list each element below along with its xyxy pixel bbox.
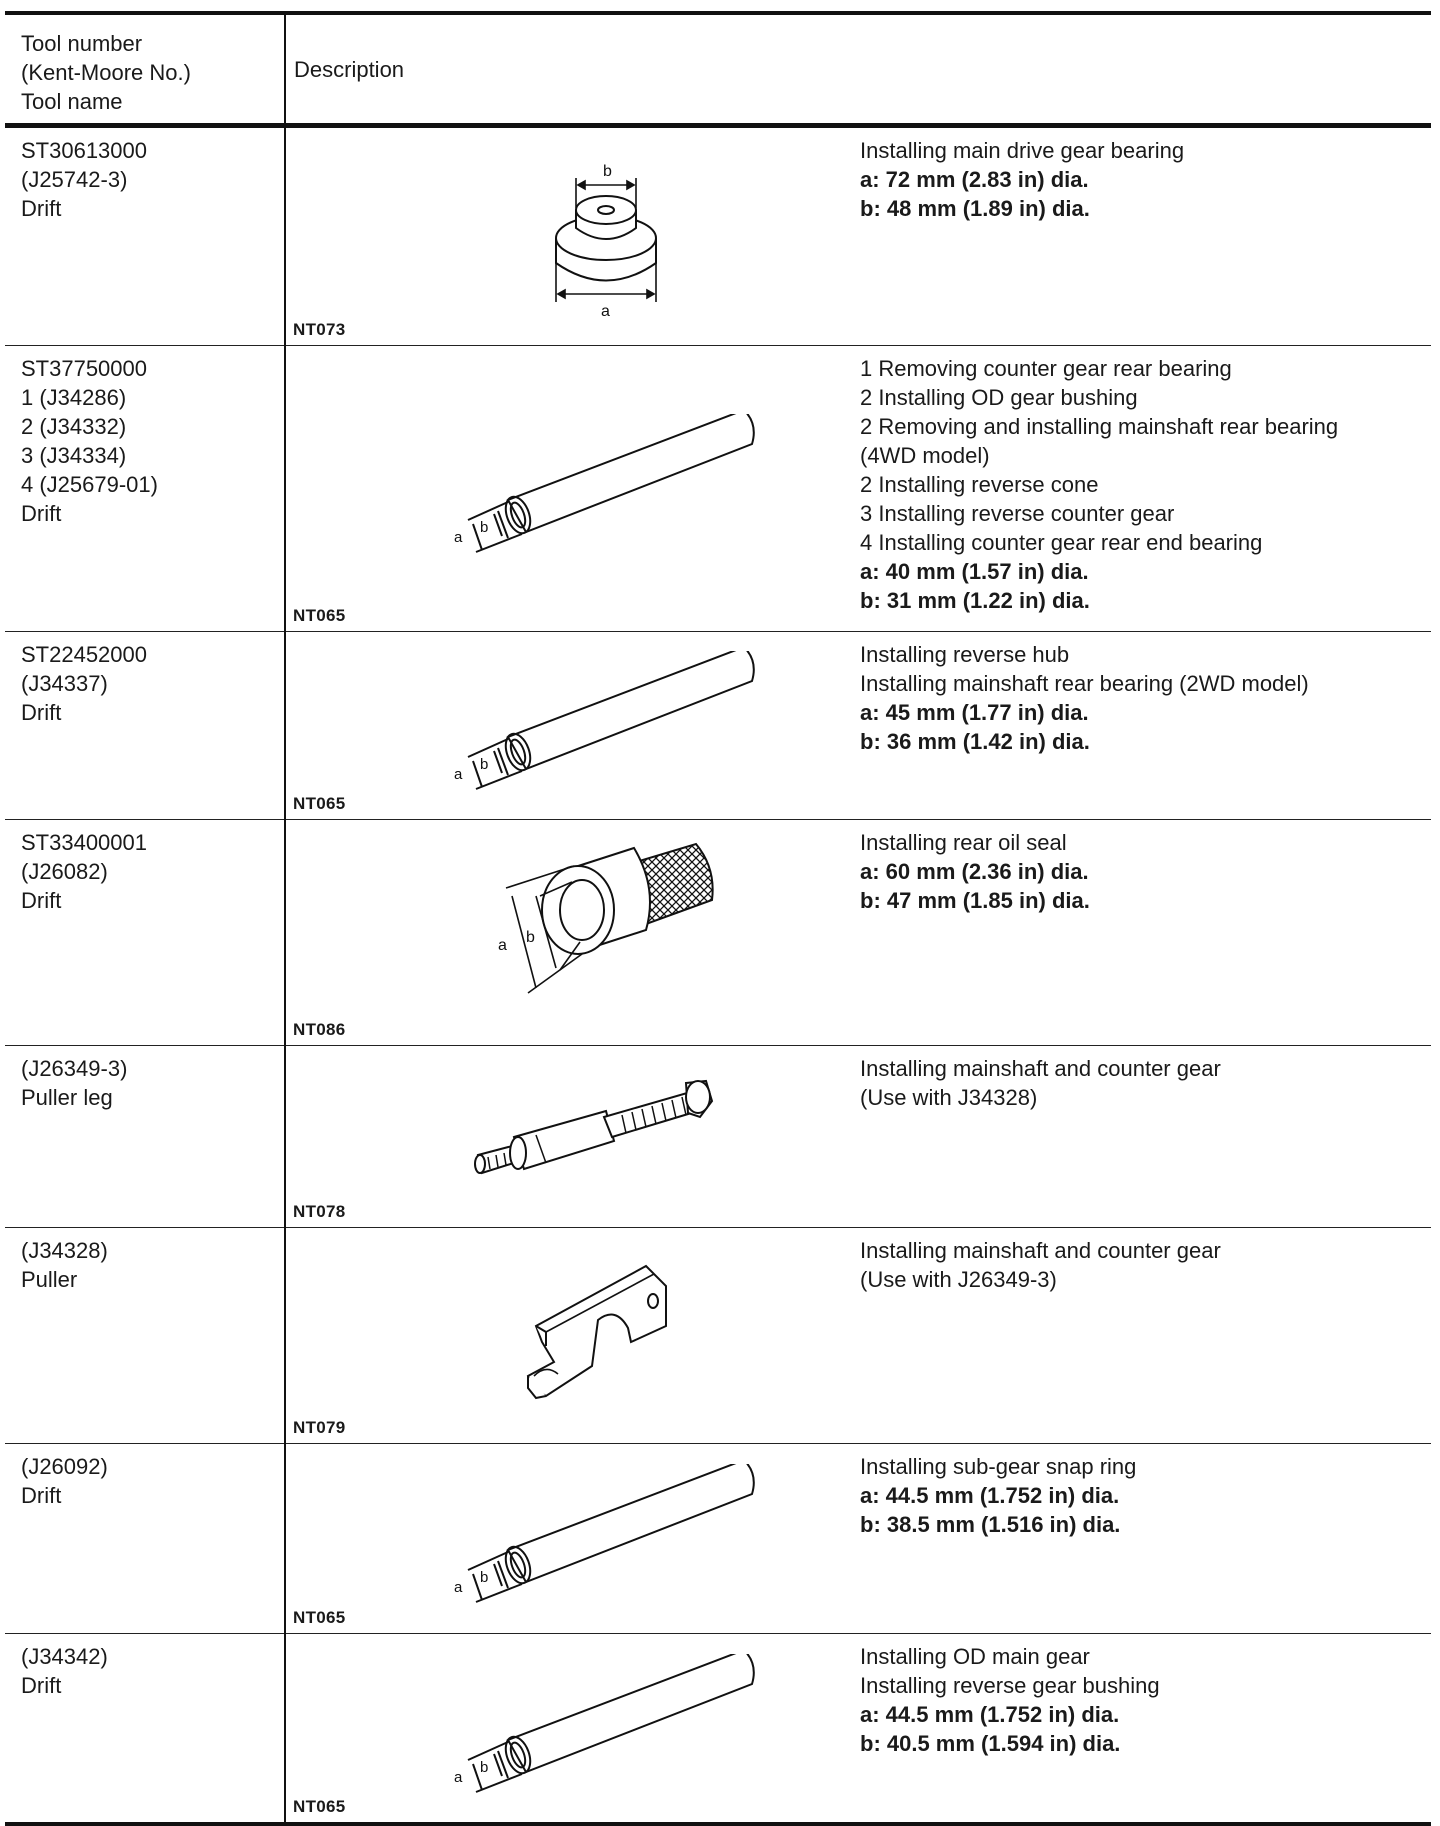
description-text	[860, 1452, 1136, 1539]
figure-code: NT065	[293, 1796, 346, 1816]
description-line: 2 Removing and installing mainshaft rear bearing	[860, 414, 1339, 439]
description-line: 2 Installing reverse cone	[860, 472, 1099, 497]
svg-text:b: b	[526, 929, 535, 946]
table-header	[5, 13, 1431, 126]
tool-number-line: 2 (J34332)	[21, 414, 127, 439]
description-line: Installing rear oil seal	[860, 830, 1067, 855]
tool-number-text	[5, 1444, 284, 1510]
description-line: (4WD model)	[860, 443, 990, 468]
figure-code: NT086	[293, 1020, 346, 1039]
tool-number-line: (J34342)	[21, 1644, 108, 1669]
description-line: 2 Installing OD gear bushing	[860, 385, 1138, 410]
dimension-line: a: 45 mm (1.77 in) dia.	[860, 700, 1089, 725]
dimension-line: b: 38.5 mm (1.516 in) dia.	[860, 1512, 1121, 1537]
tool-number-cell	[5, 1634, 285, 1824]
tool-number-line: 1 (J34286)	[21, 385, 127, 410]
dimension-line: a: 44.5 mm (1.752 in) dia.	[860, 1702, 1120, 1727]
header-description-label: Description	[294, 57, 405, 82]
svg-text:b: b	[480, 756, 489, 773]
dimension-line: b: 36 mm (1.42 in) dia.	[860, 729, 1090, 754]
description-line: 1 Removing counter gear rear bearing	[860, 356, 1232, 381]
tool-number-line: (J26349-3)	[21, 1056, 128, 1081]
tool-number-line: Drift	[21, 196, 62, 221]
dimension-line: a: 44.5 mm (1.752 in) dia.	[860, 1483, 1120, 1508]
header-tool-label: Tool number (Kent-Moore No.) Tool name	[21, 31, 191, 114]
svg-text:a: a	[454, 1769, 463, 1786]
description-cell	[285, 820, 1431, 1046]
tool-number-line: (J26082)	[21, 859, 108, 884]
description-cell	[285, 632, 1431, 820]
dimension-line: a: 60 mm (2.36 in) dia.	[860, 859, 1089, 884]
description-text	[860, 1642, 1160, 1758]
tool-number-text	[5, 1634, 284, 1700]
description-line: Installing main drive gear bearing	[860, 138, 1185, 163]
tool-number-line: (J34337)	[21, 671, 108, 696]
description-cell	[285, 1228, 1431, 1444]
description-line: (Use with J26349-3)	[860, 1267, 1057, 1292]
tool-number-text	[5, 820, 284, 915]
description-line: Installing mainshaft and counter gear	[860, 1056, 1221, 1081]
description-text	[860, 640, 1309, 756]
tool-number-cell	[5, 1228, 285, 1444]
puller-leg-icon	[466, 1077, 746, 1202]
tool-number-cell	[5, 820, 285, 1046]
svg-text:b: b	[480, 1569, 489, 1586]
description-text	[860, 136, 1184, 223]
tool-number-line: Drift	[21, 1673, 62, 1698]
svg-text:a: a	[601, 303, 610, 318]
dimension-line: b: 48 mm (1.89 in) dia.	[860, 196, 1090, 221]
dimension-line: b: 40.5 mm (1.594 in) dia.	[860, 1731, 1121, 1756]
svg-text:a: a	[454, 766, 463, 783]
description-text	[860, 828, 1090, 915]
tube-drift-icon	[446, 1464, 766, 1619]
dimension-line: a: 40 mm (1.57 in) dia.	[860, 559, 1089, 584]
figure-code: NT078	[293, 1202, 346, 1221]
tool-number-line: Drift	[21, 700, 62, 725]
description-text	[860, 1236, 1221, 1294]
table-row	[5, 346, 1431, 632]
tool-number-line: 4 (J25679-01)	[21, 472, 158, 497]
table-row	[5, 1634, 1431, 1824]
svg-text:b: b	[480, 1759, 489, 1776]
tool-number-cell	[5, 346, 285, 632]
description-line: Installing reverse hub	[860, 642, 1070, 667]
table-row	[5, 1444, 1431, 1634]
seal-drift-icon	[476, 838, 736, 1033]
description-line: Installing sub-gear snap ring	[860, 1454, 1137, 1479]
table-row	[5, 820, 1431, 1046]
table-row	[5, 632, 1431, 820]
table-row	[5, 1228, 1431, 1444]
description-line: 3 Installing reverse counter gear	[860, 501, 1175, 526]
tool-number-line: ST33400001	[21, 830, 147, 855]
tool-number-text	[5, 632, 284, 727]
description-cell	[285, 1634, 1431, 1824]
header-description-cell	[285, 13, 1431, 126]
description-line: Installing OD main gear	[860, 1644, 1090, 1669]
tool-number-line: Puller	[21, 1267, 78, 1292]
tool-number-cell	[5, 1046, 285, 1228]
tool-number-line: ST22452000	[21, 642, 147, 667]
description-line: 4 Installing counter gear rear end bearing	[860, 530, 1263, 555]
description-cell	[285, 1444, 1431, 1634]
tool-number-text	[5, 346, 284, 528]
description-line: Installing reverse gear bushing	[860, 1673, 1160, 1698]
tool-number-text	[5, 1046, 284, 1112]
figure-code: NT079	[293, 1418, 346, 1437]
special-tools-table	[5, 11, 1431, 1826]
tube-drift-icon	[446, 651, 766, 806]
description-text	[860, 1054, 1221, 1112]
figure-code: NT065	[293, 794, 346, 813]
figure-code: NT065	[293, 1608, 346, 1627]
header-tool-cell	[5, 13, 285, 126]
tool-number-cell	[5, 1444, 285, 1634]
table-row	[5, 1046, 1431, 1228]
tool-number-line: (J26092)	[21, 1454, 108, 1479]
bearing-drift-icon	[506, 158, 706, 323]
tool-number-line: Drift	[21, 1483, 62, 1508]
svg-text:b: b	[603, 163, 612, 180]
description-line: (Use with J34328)	[860, 1085, 1038, 1110]
dimension-line: b: 47 mm (1.85 in) dia.	[860, 888, 1090, 913]
tool-number-text	[5, 128, 284, 223]
puller-icon	[506, 1256, 706, 1421]
tool-number-line: ST30613000	[21, 138, 147, 163]
tool-number-text	[5, 1228, 284, 1294]
tool-number-line: Puller leg	[21, 1085, 113, 1110]
description-cell	[285, 1046, 1431, 1228]
tool-number-cell	[5, 126, 285, 346]
tool-number-line: (J34328)	[21, 1238, 108, 1263]
description-line: Installing mainshaft and counter gear	[860, 1238, 1221, 1263]
description-cell	[285, 346, 1431, 632]
description-cell	[285, 126, 1431, 346]
tube-drift-icon	[446, 414, 766, 569]
tool-number-line: Drift	[21, 501, 62, 526]
svg-text:b: b	[480, 519, 489, 536]
tube-drift-icon	[446, 1654, 766, 1809]
svg-text:a: a	[454, 1579, 463, 1596]
svg-text:a: a	[498, 937, 507, 954]
dimension-line: b: 31 mm (1.22 in) dia.	[860, 588, 1090, 613]
svg-text:a: a	[454, 529, 463, 546]
description-text	[860, 354, 1338, 615]
description-line: Installing mainshaft rear bearing (2WD model)	[860, 671, 1309, 696]
tool-number-line: Drift	[21, 888, 62, 913]
tool-number-line: (J25742-3)	[21, 167, 128, 192]
figure-code: NT073	[293, 320, 346, 339]
tool-number-line: 3 (J34334)	[21, 443, 127, 468]
special-tools-sheet	[5, 11, 1431, 1826]
tool-number-cell	[5, 632, 285, 820]
table-row	[5, 126, 1431, 346]
tool-number-line: ST37750000	[21, 356, 147, 381]
figure-code: NT065	[293, 606, 346, 625]
dimension-line: a: 72 mm (2.83 in) dia.	[860, 167, 1089, 192]
